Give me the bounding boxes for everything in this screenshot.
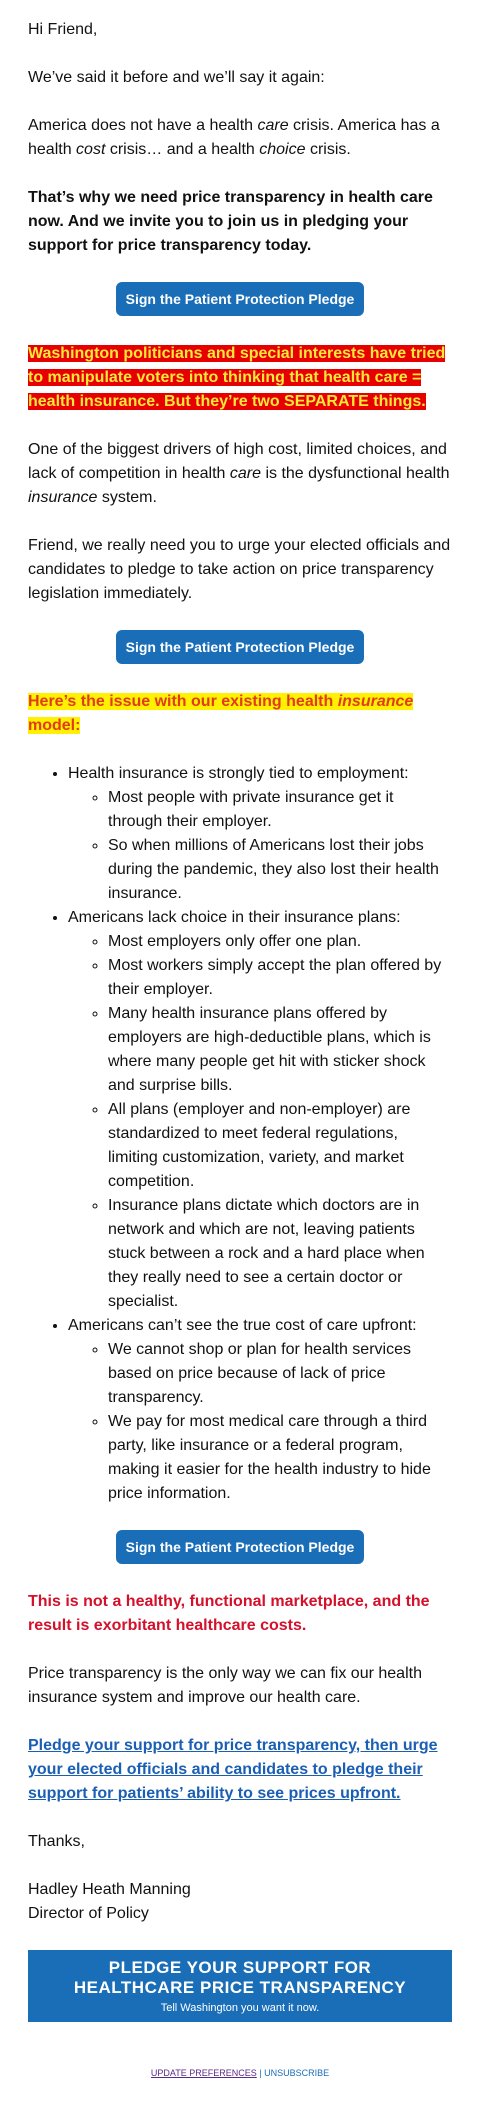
sub-list-item: ◦ Most workers simply accept the plan offered by their employer.: [108, 954, 452, 1002]
list-item: [68, 906, 452, 1314]
sub-list-item: ◦ So when millions of Americans lost their jobs during the pandemic, they also lost their health insurance.: [108, 834, 452, 906]
urge-paragraph: Friend, we really need you to urge your elected officials and candidates to pledge to take action on price transparency legislation immediately.: [28, 537, 451, 602]
greeting: Hi Friend,: [28, 21, 98, 38]
pledge-banner: [28, 1950, 452, 2022]
sub-list: [68, 786, 452, 906]
sub-list-item: ◦ Many health insurance plans offered by employers are high-deductible plans, which is where many people get hit with sticker shock and surprise bills.: [108, 1002, 452, 1098]
emphasis-cost: cost: [76, 141, 106, 158]
fix-paragraph: Price transparency is the only way we can fix our health insurance system and improve our health care.: [28, 1665, 422, 1706]
highlight-paragraph-1: [28, 342, 452, 414]
invite-paragraph: That’s why we need price transparency in health care now. And we invite you to join us in pledging your support for price transparency today.: [28, 189, 433, 254]
signature: [28, 1830, 452, 1926]
sub-list-item: ◦ Most employers only offer one plan.: [108, 930, 452, 954]
intro-line: We’ve said it before and we’ll say it again:: [28, 69, 325, 86]
emphasis-choice: choice: [259, 141, 306, 158]
sub-list-item: ◦ Most people with private insurance get it through their employer.: [108, 786, 452, 834]
text-span: crisis… and a health: [105, 141, 260, 158]
signature-title: Director of Policy: [28, 1905, 149, 1922]
sub-list: [68, 930, 452, 1314]
pledge-link-paragraph: [28, 1734, 452, 1806]
list-item-label: Health insurance is strongly tied to employment:: [68, 765, 409, 782]
cta-row-2: [28, 630, 452, 664]
footer: [28, 2068, 452, 2102]
sign-pledge-button[interactable]: Sign the Patient Protection Pledge: [116, 282, 365, 316]
pledge-banner-link[interactable]: [28, 1950, 452, 2022]
alert-paragraph: This is not a healthy, functional marketplace, and the result is exorbitant healthcare costs.: [28, 1593, 430, 1634]
sub-list-item: ◦ All plans (employer and non-employer) are standardized to meet federal regulations, limiting customization, variety, and market competition.: [108, 1098, 452, 1194]
text-span: is the dysfunctional health: [261, 465, 450, 482]
text-span: One of the biggest drivers of high cost, limited choices, and lack of competition in health: [28, 441, 447, 482]
list-item-label: Americans can’t see the true cost of care upfront:: [68, 1317, 417, 1334]
list-item: [68, 1314, 452, 1506]
pledge-support-link[interactable]: Pledge your support for price transparency, then urge your elected officials and candidates to pledge their support for patients’ ability to see prices upfront.: [28, 1737, 438, 1802]
sub-list-item: ◦ We pay for most medical care through a third party, like insurance or a federal program, making it easier for the health industry to hide price information.: [108, 1410, 452, 1506]
emphasis-insurance: insurance: [28, 489, 98, 506]
emphasis-insurance: insurance: [337, 693, 414, 710]
cta-row-3: [28, 1530, 452, 1564]
highlight-paragraph-2: [28, 690, 452, 738]
text-span: system.: [97, 489, 157, 506]
red-highlight-text: Washington politicians and special interests have tried to manipulate voters into thinking that health care = health insurance. But they’re two SEPARATE things.: [28, 345, 446, 410]
text-span: model:: [28, 717, 81, 734]
update-preferences-link[interactable]: UPDATE PREFERENCES: [150, 2068, 257, 2078]
banner-tagline: Tell Washington you want it now.: [160, 2002, 320, 2014]
text-span: Here’s the issue with our existing health: [28, 693, 338, 710]
emphasis-care: care: [257, 117, 289, 134]
text-span: America does not have a health: [28, 117, 258, 134]
text-span: crisis.: [305, 141, 351, 158]
banner-line-1: PLEDGE YOUR SUPPORT FOR: [108, 1958, 372, 1977]
emphasis-care: care: [229, 465, 262, 482]
signature-block: [28, 1878, 452, 1926]
footer-separator: |: [256, 2068, 265, 2078]
sub-list-item: ◦ We cannot shop or plan for health services based on price because of lack of price transparency.: [108, 1338, 452, 1410]
sub-list-item: ◦ Insurance plans dictate which doctors are in network and which are not, leaving patients stuck between a rock and a hard place when they really need to see a certain doctor or specialist.: [108, 1194, 452, 1314]
text-span: crisis. America has a health: [28, 117, 440, 158]
crisis-paragraph: [28, 114, 452, 162]
cta-row-1: [28, 282, 452, 316]
list-item: [68, 762, 452, 906]
list-item-label: Americans lack choice in their insurance plans:: [68, 909, 401, 926]
drivers-paragraph: [28, 438, 452, 510]
issues-list: [28, 762, 452, 1506]
sign-pledge-button[interactable]: Sign the Patient Protection Pledge: [116, 630, 365, 664]
sign-pledge-button[interactable]: Sign the Patient Protection Pledge: [116, 1530, 365, 1564]
unsubscribe-link[interactable]: UNSUBSCRIBE: [264, 2068, 330, 2078]
thanks-line: Thanks,: [28, 1833, 85, 1850]
banner-line-2: HEALTHCARE PRICE TRANSPARENCY: [73, 1978, 407, 1997]
signature-name: Hadley Heath Manning: [28, 1881, 191, 1898]
yellow-highlight-text: [28, 693, 413, 734]
sub-list: [68, 1338, 452, 1506]
